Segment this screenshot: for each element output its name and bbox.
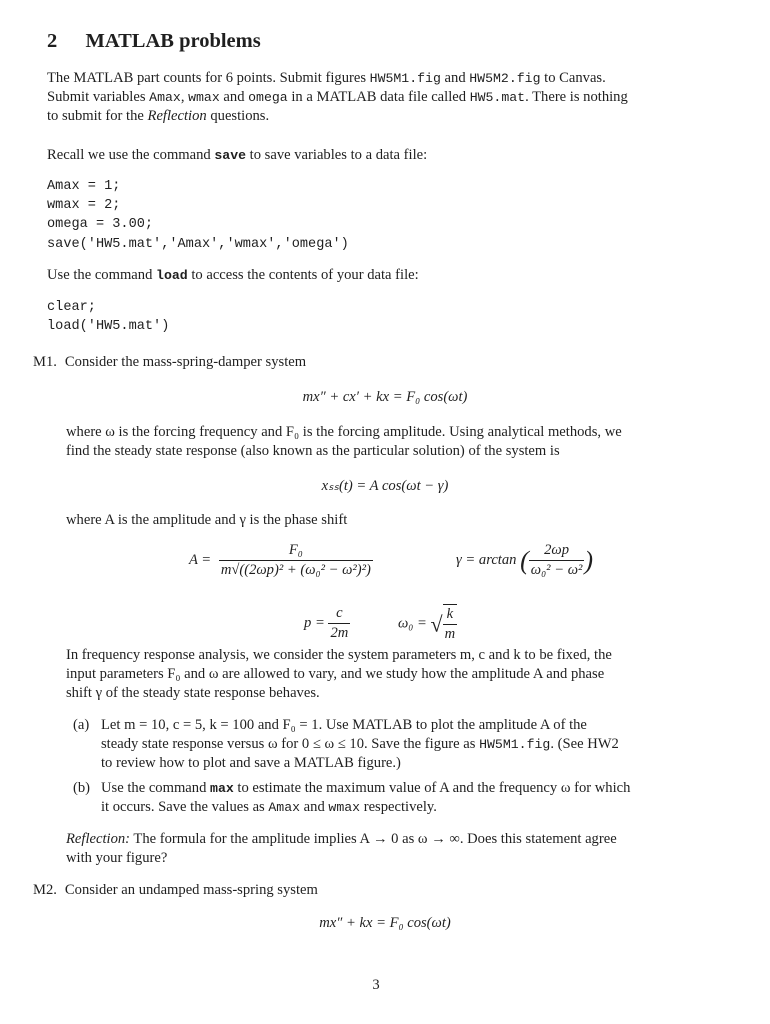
code-block-save: [47, 177, 349, 254]
load-intro: [47, 266, 419, 285]
var-amax: Amax: [149, 90, 181, 105]
filename-hw5m1: HW5M1.fig: [369, 71, 441, 86]
m2-label: M2.: [33, 882, 57, 898]
var-wmax: wmax: [188, 90, 220, 105]
reflection-line: The formula for the amplitude implies A → 0 as ω → ∞. Does this statement agree: [130, 831, 617, 847]
part-b-line: it occurs. Save the values as: [101, 799, 269, 815]
section-number: 2: [47, 30, 58, 52]
section-heading: [47, 30, 261, 53]
eq-p-lhs: p =: [304, 614, 325, 631]
save-intro: [47, 146, 427, 165]
page-number: 3: [372, 977, 380, 993]
reflection-paragraph: [66, 830, 617, 868]
code-line: wmax = 2;: [47, 198, 121, 214]
sqrt-icon: √: [430, 611, 443, 637]
m1-intro: Consider the mass-spring-damper system: [64, 354, 307, 370]
reflection-word: Reflection: [147, 108, 207, 124]
fraction-denominator: m√((2ωp)² + (ω₀² − ω²)²): [220, 562, 371, 578]
part-a-line: Let m = 10, c = 5, k = 100 and F₀ = 1. Use MATLAB to plot the amplitude A of the: [101, 717, 587, 733]
part-b-line: respectively.: [360, 799, 437, 815]
fraction-numerator: k: [443, 605, 458, 625]
equation-amplitude: [189, 541, 373, 580]
intro-text: to submit for the: [47, 108, 148, 124]
intro-text: to Canvas.: [540, 70, 606, 86]
m2-intro: Consider an undamped mass-spring system: [64, 882, 318, 898]
eq-gamma-lhs: γ = arctan: [456, 551, 517, 568]
m1-amplitude-intro: where A is the amplitude and γ is the phase shift: [66, 512, 348, 528]
eq-omega0-lhs: ω₀ =: [398, 615, 427, 632]
equation-mass-spring-damper: mx″ + cx′ + kx = F₀ cos(ωt): [302, 389, 468, 405]
m1-where-line: where ω is the forcing frequency and F₀ is the forcing amplitude. Using analytical methods, we: [66, 424, 622, 440]
fraction: [219, 541, 373, 580]
part-b-line: and: [300, 799, 329, 815]
fraction-numerator: c: [328, 604, 350, 624]
intro-text: . There is nothing: [525, 89, 628, 105]
section-title: MATLAB problems: [85, 30, 261, 52]
code-line: save('HW5.mat','Amax','wmax','omega'): [47, 236, 349, 252]
part-a-line: steady state response versus ω for 0 ≤ ω ≤ 10. Save the figure as: [101, 736, 480, 752]
filename-hw5m1: HW5M1.fig: [479, 737, 551, 752]
code-line: Amax = 1;: [47, 179, 121, 194]
fraction-denominator: m: [444, 626, 456, 642]
code-block-load: [47, 298, 169, 336]
intro-text: Submit variables: [47, 89, 150, 105]
m1-heading: [33, 353, 306, 372]
fraction: [529, 541, 585, 580]
filename-hw5mat: HW5.mat: [469, 90, 526, 105]
load-intro-text: to access the contents of your data file:: [187, 267, 419, 283]
part-a-line: to review how to plot and save a MATLAB figure.): [101, 755, 401, 771]
var-omega: omega: [248, 90, 288, 105]
equation-omega0: [398, 604, 457, 644]
part-a-line: . (See HW2: [550, 736, 619, 752]
m2-heading: [33, 881, 318, 900]
m1-label: M1.: [33, 354, 57, 370]
save-intro-text: Recall we use the command: [47, 147, 215, 163]
fraction-numerator: F₀: [219, 541, 373, 561]
part-b-text: [101, 779, 630, 817]
fraction: [443, 604, 458, 644]
code-line: omega = 3.00;: [47, 217, 154, 233]
intro-text: ,: [180, 89, 189, 105]
intro-text: questions.: [206, 108, 270, 124]
part-a-text: [101, 716, 619, 773]
reflection-line: with your figure?: [66, 850, 168, 866]
freq-line: shift γ of the steady state response behaves.: [66, 685, 320, 701]
equation-steady-state: xₛₛ(t) = A cos(ωt − γ): [321, 478, 449, 494]
paren-right: ): [584, 546, 594, 575]
code-line: load('HW5.mat'): [47, 319, 170, 335]
save-intro-text: to save variables to a data file:: [246, 147, 428, 163]
freq-line: In frequency response analysis, we consider the system parameters m, c and k to be fixed, the: [66, 647, 612, 663]
fraction-denominator: ω₀² − ω²: [530, 562, 583, 578]
m1-where-line: find the steady state response (also known as the particular solution) of the system is: [66, 443, 560, 459]
part-a-label: (a): [73, 717, 90, 733]
intro-paragraph: [47, 69, 628, 126]
fraction-denominator: 2m: [330, 625, 349, 641]
fraction: [328, 604, 350, 643]
part-b-label: (b): [73, 780, 91, 796]
equation-undamped: mx″ + kx = F₀ cos(ωt): [319, 915, 451, 931]
part-b-line: to estimate the maximum value of A and the frequency ω for which: [233, 780, 631, 796]
load-intro-text: Use the command: [47, 267, 157, 283]
frequency-response-paragraph: [66, 646, 612, 703]
var-wmax: wmax: [328, 800, 361, 815]
save-command: save: [214, 148, 247, 163]
load-command: load: [156, 268, 188, 283]
intro-text: in a MATLAB data file called: [287, 89, 470, 105]
freq-line: input parameters F₀ and ω are allowed to vary, and we study how the amplitude A and phase: [66, 666, 605, 682]
equation-p: [304, 604, 350, 643]
reflection-label: Reflection:: [66, 831, 131, 847]
var-amax: Amax: [268, 800, 301, 815]
paren-left: (: [520, 546, 529, 575]
filename-hw5m2: HW5M2.fig: [469, 71, 541, 86]
equation-phase: [456, 541, 593, 580]
eq-a-lhs: A =: [189, 551, 212, 568]
intro-text: and: [219, 89, 249, 105]
max-command: max: [210, 781, 234, 796]
fraction-numerator: 2ωp: [529, 541, 585, 561]
code-line: clear;: [47, 300, 96, 315]
intro-text: The MATLAB part counts for 6 points. Submit figures: [47, 70, 370, 86]
intro-text: and: [440, 70, 470, 86]
m1-where-paragraph: [66, 423, 622, 461]
part-b-line: Use the command: [101, 780, 211, 796]
